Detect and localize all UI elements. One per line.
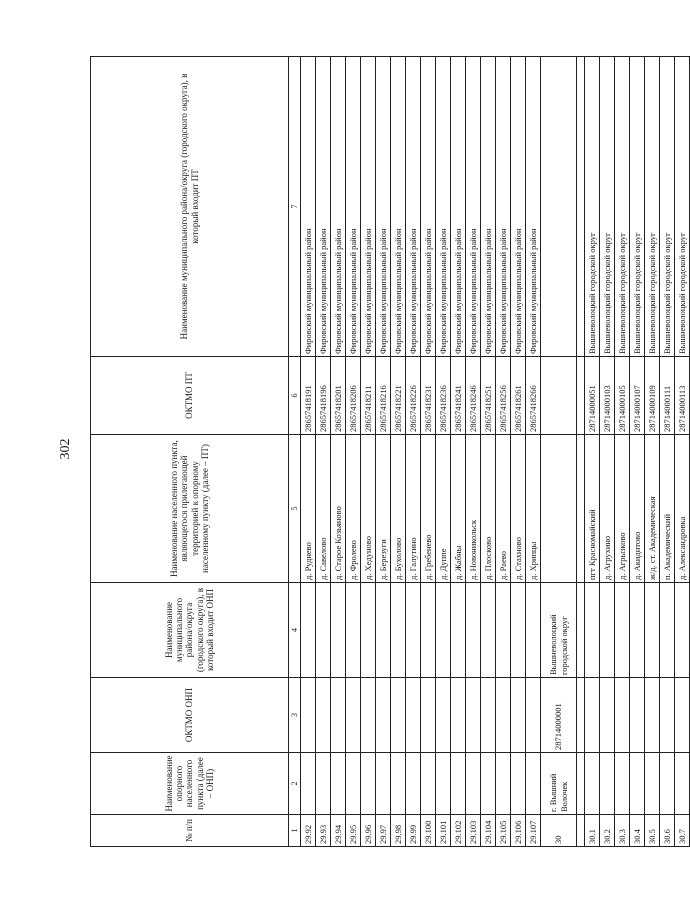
row-number: 29.100 xyxy=(421,815,436,847)
pt-oktmo: 28657418201 xyxy=(331,357,346,435)
row-number: 30.6 xyxy=(660,815,675,847)
pt-oktmo: 28657418241 xyxy=(451,357,466,435)
pt-name: д. Старое Козьяново xyxy=(331,435,346,583)
pt-name: д. Хрипцы xyxy=(526,435,541,583)
header-row xyxy=(91,57,289,847)
pt-district: Фировский муниципальный район xyxy=(301,57,316,357)
pt-district: Вышневолоцкий городской округ xyxy=(615,57,630,357)
row-number: 29.101 xyxy=(436,815,451,847)
pt-district: Фировский муниципальный район xyxy=(391,57,406,357)
pt-district: Фировский муниципальный район xyxy=(361,57,376,357)
column-number: 5 xyxy=(289,435,301,583)
pt-oktmo: 28657418256 xyxy=(496,357,511,435)
onp-oktmo: 28714000001 xyxy=(541,678,577,753)
pt-district-empty xyxy=(541,57,577,357)
row-number: 29.107 xyxy=(526,815,541,847)
onp-oktmo-cell xyxy=(660,678,675,753)
onp-district-cell xyxy=(406,583,421,678)
pt-name: д. Гребенево xyxy=(421,435,436,583)
pt-oktmo-empty xyxy=(541,357,577,435)
pt-district: Вышневолоцкий городской округ xyxy=(645,57,660,357)
onp-name-cell xyxy=(675,753,690,815)
pt-name: д. Хедуново xyxy=(361,435,376,583)
onp-name-cell xyxy=(346,753,361,815)
onp-name: г. Вышний Волочек xyxy=(541,753,577,815)
pt-name: д. Александровка xyxy=(675,435,690,583)
onp-oktmo-cell xyxy=(331,678,346,753)
table-row xyxy=(496,57,511,847)
pt-oktmo: 28657418261 xyxy=(511,357,526,435)
pt-district: Фировский муниципальный район xyxy=(496,57,511,357)
onp-name-cell xyxy=(301,753,316,815)
pt-name-empty xyxy=(541,435,577,583)
pt-name: д. Раево xyxy=(496,435,511,583)
onp-oktmo-cell xyxy=(675,678,690,753)
onp-row xyxy=(541,57,577,847)
onp-name-cell xyxy=(600,753,615,815)
onp-name-cell xyxy=(421,753,436,815)
column-number-row xyxy=(289,57,301,847)
row-number: 29.92 xyxy=(301,815,316,847)
column-number: 4 xyxy=(289,583,301,678)
pt-name: д. Агрухино xyxy=(600,435,615,583)
table-row xyxy=(675,57,690,847)
pt-oktmo: 28714000105 xyxy=(615,357,630,435)
pt-district: Фировский муниципальный район xyxy=(451,57,466,357)
pt-district: Фировский муниципальный район xyxy=(316,57,331,357)
table-row xyxy=(436,57,451,847)
onp-district-cell xyxy=(526,583,541,678)
pt-name: д. Фролево xyxy=(346,435,361,583)
pt-name: д. Жабны xyxy=(451,435,466,583)
row-number: 29.96 xyxy=(361,815,376,847)
onp-name-cell xyxy=(660,753,675,815)
pt-name: пгт Красномайский xyxy=(585,435,600,583)
table-row xyxy=(316,57,331,847)
pt-oktmo: 28714000109 xyxy=(645,357,660,435)
page-number: 302 xyxy=(58,438,73,460)
header-pt-district: Наименование муниципального района/округа (городского округа), в который входит ПТ xyxy=(91,57,289,357)
settlements-table xyxy=(90,56,690,847)
spacer-row xyxy=(577,57,585,847)
onp-oktmo-cell xyxy=(645,678,660,753)
row-number: 30.5 xyxy=(645,815,660,847)
header-onp-name: Наименование опорного населенного пункта (далее – ОНП) xyxy=(91,753,289,815)
pt-name: д. Стахново xyxy=(511,435,526,583)
row-number: 29.105 xyxy=(496,815,511,847)
onp-oktmo-cell xyxy=(466,678,481,753)
pt-district: Фировский муниципальный район xyxy=(421,57,436,357)
header-number: № п/п xyxy=(91,815,289,847)
column-number: 7 xyxy=(289,57,301,357)
onp-district-cell xyxy=(466,583,481,678)
onp-name-cell xyxy=(630,753,645,815)
pt-district: Фировский муниципальный район xyxy=(481,57,496,357)
table-row xyxy=(361,57,376,847)
pt-district: Вышневолоцкий городской округ xyxy=(585,57,600,357)
onp-oktmo-cell xyxy=(481,678,496,753)
pt-oktmo: 28657418196 xyxy=(316,357,331,435)
onp-name-cell xyxy=(481,753,496,815)
pt-name: д. Акиднтово xyxy=(630,435,645,583)
pt-oktmo: 28657418266 xyxy=(526,357,541,435)
onp-name-cell xyxy=(585,753,600,815)
row-number: 29.93 xyxy=(316,815,331,847)
table-row xyxy=(301,57,316,847)
onp-oktmo-cell xyxy=(391,678,406,753)
pt-oktmo: 28657418246 xyxy=(466,357,481,435)
onp-name-cell xyxy=(496,753,511,815)
onp-oktmo-cell xyxy=(406,678,421,753)
table-row xyxy=(376,57,391,847)
pt-district: Фировский муниципальный район xyxy=(406,57,421,357)
pt-name: ж/д. ст. Академическая xyxy=(645,435,660,583)
row-number: 29.98 xyxy=(391,815,406,847)
table-frame xyxy=(90,57,687,847)
pt-oktmo: 28657418211 xyxy=(361,357,376,435)
pt-oktmo: 28657418236 xyxy=(436,357,451,435)
pt-oktmo: 28657418191 xyxy=(301,357,316,435)
row-number: 30.3 xyxy=(615,815,630,847)
onp-district-cell xyxy=(496,583,511,678)
row-number: 30.2 xyxy=(600,815,615,847)
table-row xyxy=(466,57,481,847)
pt-oktmo: 28714000051 xyxy=(585,357,600,435)
onp-district-cell xyxy=(660,583,675,678)
onp-oktmo-cell xyxy=(451,678,466,753)
column-number: 6 xyxy=(289,357,301,435)
table-row xyxy=(511,57,526,847)
onp-name-cell xyxy=(406,753,421,815)
pt-district: Фировский муниципальный район xyxy=(511,57,526,357)
row-number: 30.4 xyxy=(630,815,645,847)
table-row xyxy=(331,57,346,847)
onp-district-cell xyxy=(361,583,376,678)
pt-name: п. Академический xyxy=(660,435,675,583)
onp-district-cell xyxy=(316,583,331,678)
table-row xyxy=(526,57,541,847)
table-row xyxy=(615,57,630,847)
table-row xyxy=(406,57,421,847)
header-pt-oktmo: ОКТМО ПТ xyxy=(91,357,289,435)
table-row xyxy=(630,57,645,847)
onp-name-cell xyxy=(451,753,466,815)
pt-district: Фировский муниципальный район xyxy=(331,57,346,357)
onp-name-cell xyxy=(361,753,376,815)
onp-oktmo-cell xyxy=(600,678,615,753)
pt-oktmo: 28657418251 xyxy=(481,357,496,435)
onp-oktmo-cell xyxy=(630,678,645,753)
onp-district: Вышневолоцкий городской округ xyxy=(541,583,577,678)
row-number: 29.104 xyxy=(481,815,496,847)
onp-oktmo-cell xyxy=(346,678,361,753)
pt-oktmo: 28657418221 xyxy=(391,357,406,435)
onp-district-cell xyxy=(585,583,600,678)
onp-name-cell xyxy=(645,753,660,815)
pt-name: д. Березуги xyxy=(376,435,391,583)
onp-name-cell xyxy=(511,753,526,815)
onp-number: 30 xyxy=(541,815,577,847)
pt-district: Фировский муниципальный район xyxy=(346,57,361,357)
pt-oktmo: 28714000107 xyxy=(630,357,645,435)
row-number: 30.7 xyxy=(675,815,690,847)
pt-name: д. Агрызково xyxy=(615,435,630,583)
header-onp-district: Наименование муниципального района/округа (городского округа), в который входит ОНП xyxy=(91,583,289,678)
pt-name: д. Савелово xyxy=(316,435,331,583)
row-number: 29.99 xyxy=(406,815,421,847)
pt-oktmo: 28657418206 xyxy=(346,357,361,435)
table-rotator xyxy=(90,57,687,847)
row-number: 29.94 xyxy=(331,815,346,847)
onp-oktmo-cell xyxy=(615,678,630,753)
onp-oktmo-cell xyxy=(376,678,391,753)
onp-district-cell xyxy=(331,583,346,678)
pt-district: Вышневолоцкий городской округ xyxy=(600,57,615,357)
pt-name: д. Плосково xyxy=(481,435,496,583)
onp-name-cell xyxy=(391,753,406,815)
onp-district-cell xyxy=(421,583,436,678)
pt-district: Фировский муниципальный район xyxy=(436,57,451,357)
onp-name-cell xyxy=(316,753,331,815)
column-number: 3 xyxy=(289,678,301,753)
onp-district-cell xyxy=(511,583,526,678)
pt-name: д. Бухолово xyxy=(391,435,406,583)
onp-district-cell xyxy=(600,583,615,678)
row-number: 29.103 xyxy=(466,815,481,847)
column-number: 2 xyxy=(289,753,301,815)
pt-oktmo: 28657418216 xyxy=(376,357,391,435)
pt-district: Фировский муниципальный район xyxy=(376,57,391,357)
pt-oktmo: 28714000103 xyxy=(600,357,615,435)
onp-oktmo-cell xyxy=(526,678,541,753)
row-number: 29.95 xyxy=(346,815,361,847)
pt-district: Вышневолоцкий городской округ xyxy=(675,57,690,357)
onp-district-cell xyxy=(481,583,496,678)
table-row xyxy=(451,57,466,847)
onp-name-cell xyxy=(466,753,481,815)
pt-name: д. Руднево xyxy=(301,435,316,583)
row-number: 29.102 xyxy=(451,815,466,847)
onp-oktmo-cell xyxy=(361,678,376,753)
onp-district-cell xyxy=(301,583,316,678)
onp-district-cell xyxy=(630,583,645,678)
onp-name-cell xyxy=(436,753,451,815)
onp-oktmo-cell xyxy=(301,678,316,753)
onp-district-cell xyxy=(346,583,361,678)
table-row xyxy=(600,57,615,847)
onp-name-cell xyxy=(331,753,346,815)
pt-district: Вышневолоцкий городской округ xyxy=(630,57,645,357)
row-number: 29.106 xyxy=(511,815,526,847)
onp-oktmo-cell xyxy=(496,678,511,753)
onp-district-cell xyxy=(675,583,690,678)
onp-district-cell xyxy=(391,583,406,678)
pt-district: Вышневолоцкий городской округ xyxy=(660,57,675,357)
table-row xyxy=(346,57,361,847)
onp-district-cell xyxy=(615,583,630,678)
pt-name: д. Дуппе xyxy=(436,435,451,583)
table-row xyxy=(421,57,436,847)
row-number: 30.1 xyxy=(585,815,600,847)
table-row xyxy=(391,57,406,847)
pt-oktmo: 28657418226 xyxy=(406,357,421,435)
table-row xyxy=(481,57,496,847)
header-pt-name: Наименование населенного пункта, являющегося прилегающей территорией к опорному населенному пункту (далее – ПТ) xyxy=(91,435,289,583)
pt-name: д. Галутино xyxy=(406,435,421,583)
onp-oktmo-cell xyxy=(421,678,436,753)
onp-district-cell xyxy=(436,583,451,678)
table-row xyxy=(585,57,600,847)
column-number: 1 xyxy=(289,815,301,847)
pt-district: Фировский муниципальный район xyxy=(466,57,481,357)
onp-oktmo-cell xyxy=(511,678,526,753)
pt-oktmo: 28657418231 xyxy=(421,357,436,435)
onp-name-cell xyxy=(376,753,391,815)
onp-oktmo-cell xyxy=(436,678,451,753)
pt-name: д. Новоникольск xyxy=(466,435,481,583)
pt-district: Фировский муниципальный район xyxy=(526,57,541,357)
table-row xyxy=(645,57,660,847)
header-onp-oktmo: ОКТМО ОНП xyxy=(91,678,289,753)
table-row xyxy=(660,57,675,847)
onp-district-cell xyxy=(451,583,466,678)
pt-oktmo: 28714000113 xyxy=(675,357,690,435)
onp-oktmo-cell xyxy=(585,678,600,753)
pt-oktmo: 28714000111 xyxy=(660,357,675,435)
onp-district-cell xyxy=(645,583,660,678)
onp-oktmo-cell xyxy=(316,678,331,753)
onp-name-cell xyxy=(526,753,541,815)
onp-district-cell xyxy=(376,583,391,678)
onp-name-cell xyxy=(615,753,630,815)
row-number: 29.97 xyxy=(376,815,391,847)
